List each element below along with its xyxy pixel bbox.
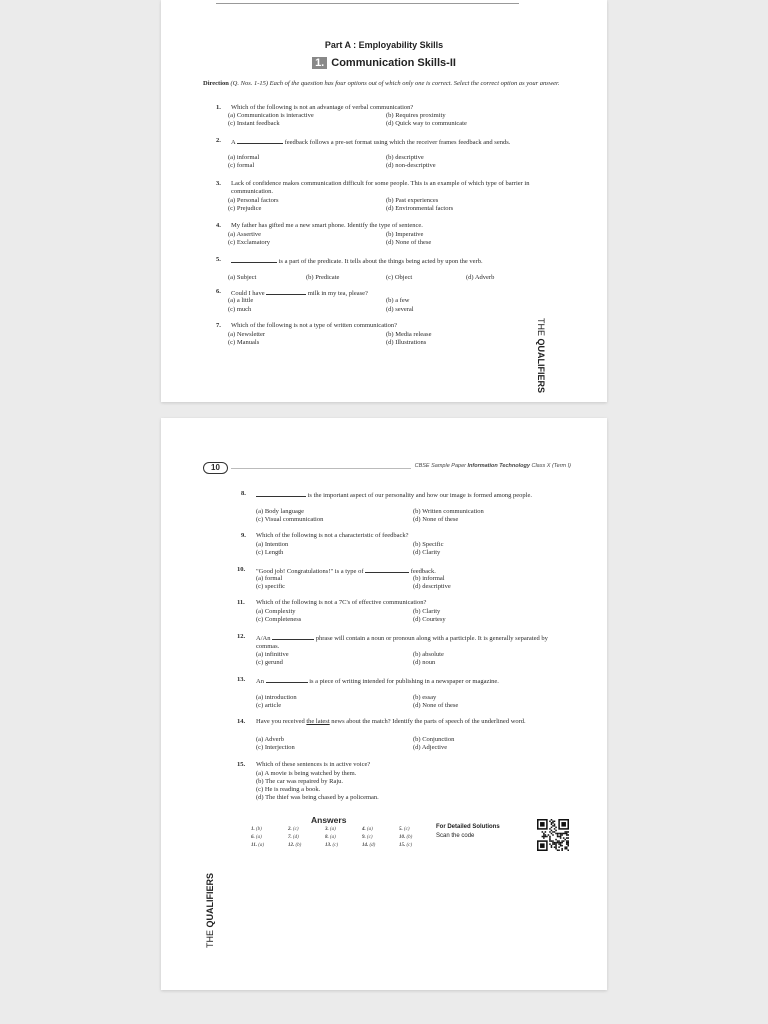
option-c: (c) Manuals (228, 339, 260, 346)
answer-blank (231, 256, 277, 263)
question-number: 14. (237, 718, 246, 725)
question-number: 12. (237, 633, 246, 640)
question-number: 1. (216, 104, 221, 111)
page-number: 10 (203, 462, 228, 474)
answer-number: 3. (325, 827, 329, 832)
answer-item (325, 827, 336, 832)
option-d: (d) Adjective (413, 744, 448, 751)
answer-item (399, 835, 412, 840)
question-number: 10. (237, 566, 246, 573)
question-stem: Which of the following is not a characteristic of feedback? (256, 532, 409, 539)
stem-post: is the important aspect of our personality and how our image is formed among people. (307, 492, 532, 499)
brand-light: THE (536, 318, 546, 339)
option-c: (c) specific (256, 583, 286, 590)
question-15 (237, 761, 571, 807)
answer-item (251, 843, 264, 848)
option-a: (a) Adverb (256, 736, 284, 743)
question-number: 2. (216, 137, 221, 144)
option-c: (c) gerund (256, 659, 283, 666)
answer-blank (266, 676, 308, 683)
question-6 (216, 288, 556, 316)
answer-item (251, 827, 262, 832)
chapter-title (161, 57, 607, 69)
option-d: (d) The thief was being chased by a policeman. (256, 794, 379, 801)
option-a: (a) Subject (228, 274, 257, 281)
answer-value: (a) (330, 827, 336, 832)
question-13 (237, 676, 571, 714)
question-10 (237, 566, 571, 594)
brand-bold: QUALIFIERS (536, 338, 546, 394)
option-b: (b) absolute (413, 651, 444, 658)
answers-title: Answers (311, 815, 347, 825)
option-c: (c) He is reading a book. (256, 786, 321, 793)
detailed-solutions (436, 823, 500, 841)
direction-text: (Q. Nos. 1-15) Each of the question has four options out of which only one is correct. Select the correct option as your answer. (230, 80, 560, 87)
stem-post: is a piece of writing intended for publishing in a newspaper or magazine. (309, 678, 499, 685)
question-stem: Which of the following is not a 7C's of effective communication? (256, 599, 427, 606)
answer-value: (c) (293, 827, 299, 832)
question-stem: Lack of confidence makes communication difficult for some people. This is an example of which type of barrier in communication. (231, 180, 530, 195)
option-c: (c) Visual communication (256, 516, 324, 523)
option-d: (d) Courtesy (413, 616, 446, 623)
brand-bold: QUALIFIERS (205, 872, 215, 928)
answer-number: 5. (399, 827, 403, 832)
option-a: (a) introduction (256, 694, 297, 701)
answer-number: 1. (251, 827, 255, 832)
question-7 (216, 322, 556, 350)
option-d: (d) Clarity (413, 549, 441, 556)
running-head-pre: CBSE Sample Paper (414, 463, 468, 469)
option-b: (b) a few (386, 297, 410, 304)
option-d: (d) descriptive (413, 583, 451, 590)
option-b: (b) Clarity (413, 608, 441, 615)
question-number: 4. (216, 222, 221, 229)
option-a: (a) a little (228, 297, 254, 304)
question-3 (216, 180, 546, 218)
answer-value: (d) (369, 843, 376, 848)
question-14 (237, 718, 571, 756)
option-b: (b) Conjunction (413, 736, 455, 743)
stem-post: milk in my tea, please? (307, 290, 368, 297)
option-b: (b) Written communication (413, 508, 484, 515)
running-head (411, 463, 571, 469)
answer-value: (b) (295, 843, 302, 848)
stem-post: is a part of the predicate. It tells about the things being acted by upon the verb. (278, 258, 483, 265)
question-11 (237, 599, 571, 627)
answer-item (362, 827, 373, 832)
chapter-number: 1. (312, 57, 327, 69)
question-5 (216, 256, 541, 284)
option-d: (d) Illustrations (386, 339, 427, 346)
stem-pre: A/An (256, 635, 271, 642)
detail-heading: For Detailed Solutions (436, 824, 500, 830)
question-2 (216, 137, 541, 175)
side-brand (205, 873, 215, 948)
question-number: 6. (216, 288, 221, 295)
option-c: (c) Length (256, 549, 284, 556)
answer-value: (a) (258, 843, 265, 848)
answer-value: (c) (367, 835, 373, 840)
option-b: (b) Media release (386, 331, 432, 338)
option-a: (a) Body language (256, 508, 305, 515)
stem-post: feedback follows a pre-set format using which the receiver frames feedback and sends. (284, 139, 511, 146)
answer-number: 2. (288, 827, 292, 832)
answer-blank (237, 137, 283, 144)
option-a: (a) infinitive (256, 651, 289, 658)
question-number: 15. (237, 761, 246, 768)
option-c: (c) Exclamatory (228, 239, 271, 246)
stem-pre: Have you received (256, 718, 307, 725)
option-c: (c) much (228, 306, 252, 313)
answer-item (325, 835, 336, 840)
option-b: (b) The car was repaired by Raju. (256, 778, 344, 785)
answer-value: (c) (332, 843, 339, 848)
top-rule (216, 3, 519, 4)
answer-item (362, 835, 373, 840)
answer-blank (266, 288, 306, 295)
answer-value: (b) (256, 827, 262, 832)
question-stem: Which of the following is not an advantage of verbal communication? (231, 104, 414, 111)
option-a: (a) Assertive (228, 231, 262, 238)
answer-number: 8. (325, 835, 329, 840)
answer-value: (a) (367, 827, 373, 832)
option-d: (d) None of these (386, 239, 432, 246)
option-b: (b) Imperative (386, 231, 424, 238)
underlined-word: the latest (306, 718, 330, 725)
directions (203, 80, 573, 88)
option-a: (a) A movie is being watched by them. (256, 770, 357, 777)
option-b: (b) Requires proximity (386, 112, 446, 119)
detail-sub: Scan the code (436, 833, 475, 839)
option-c: (c) Instant feedback (228, 120, 280, 127)
answer-value: (b) (406, 835, 413, 840)
answer-blank (272, 633, 314, 640)
option-b: (b) Specific (413, 541, 444, 548)
answer-blank (365, 566, 409, 573)
answer-item (399, 843, 412, 848)
answer-value: (a) (330, 835, 336, 840)
answer-number: 4. (362, 827, 366, 832)
option-c: (c) Interjection (256, 744, 295, 751)
option-c: (c) Object (386, 274, 413, 281)
option-d: (d) non-descriptive (386, 162, 436, 169)
stem-post: feedback. (410, 568, 436, 575)
answer-number: 6. (251, 835, 255, 840)
answer-number: 12. (288, 843, 295, 848)
answer-number: 13. (325, 843, 332, 848)
answer-item (325, 843, 338, 848)
question-number: 5. (216, 256, 221, 263)
option-a: (a) informal (228, 154, 260, 161)
answer-number: 14. (362, 843, 369, 848)
option-d: (d) Quick way to communicate (386, 120, 467, 127)
stem-pre: "Good job! Congratulations!" is a type of (256, 568, 364, 575)
question-number: 3. (216, 180, 221, 187)
option-b: (b) Predicate (306, 274, 340, 281)
answer-value: (c) (404, 827, 410, 832)
option-c: (c) formal (228, 162, 255, 169)
part-title: Part A : Employability Skills (324, 40, 444, 50)
answer-number: 7. (288, 835, 292, 840)
side-brand (536, 318, 546, 393)
option-b: (b) essay (413, 694, 437, 701)
option-b: (b) Past experiences (386, 197, 439, 204)
direction-label: Direction (203, 80, 229, 87)
stem-post: news about the match? Identify the parts of speech of the underlined word. (329, 718, 526, 725)
option-d: (d) Environmental factors (386, 205, 454, 212)
answer-item (362, 843, 375, 848)
answer-number: 11. (251, 843, 257, 848)
page-1 (161, 0, 607, 402)
question-stem: My father has gifted me a new smart phone. Identify the type of sentence. (231, 222, 423, 229)
question-number: 13. (237, 676, 246, 683)
option-d: (d) None of these (413, 516, 459, 523)
question-9 (241, 532, 571, 560)
question-number: 11. (237, 599, 245, 606)
answer-number: 15. (399, 843, 406, 848)
option-a: (a) Personal factors (228, 197, 279, 204)
answer-item (399, 827, 410, 832)
answer-value: (c) (406, 843, 413, 848)
answer-item (288, 835, 299, 840)
option-c: (c) article (256, 702, 282, 709)
stem-pre: An (256, 678, 264, 685)
option-d: (d) None of these (413, 702, 459, 709)
qr-code-icon[interactable] (537, 819, 569, 851)
question-number: 7. (216, 322, 221, 329)
question-1 (216, 104, 556, 132)
option-a: (a) Complexity (256, 608, 296, 615)
stem-pre: A (231, 139, 236, 146)
running-head-subject: Information Technology (467, 463, 530, 469)
question-stem: Which of these sentences is in active voice? (256, 761, 371, 768)
option-d: (d) noun (413, 659, 436, 666)
answer-number: 9. (362, 835, 366, 840)
question-stem: Which of the following is not a type of written communication? (231, 322, 398, 329)
page-2 (161, 418, 607, 990)
answer-item (288, 843, 301, 848)
answer-value: (d) (293, 835, 299, 840)
question-number: 9. (241, 532, 246, 539)
question-number: 8. (241, 490, 246, 497)
option-a: (a) Communication is interactive (228, 112, 314, 119)
stem-post: phrase will contain a noun or pronoun along with a participle. It is generally separated by commas. (256, 635, 548, 650)
answer-item (288, 827, 299, 832)
option-d: (d) Adverb (466, 274, 495, 281)
option-b: (b) descriptive (386, 154, 424, 161)
option-a: (a) Newsletter (228, 331, 265, 338)
answer-item (251, 835, 262, 840)
answer-number: 10. (399, 835, 406, 840)
answer-blank (256, 490, 306, 497)
brand-light: THE (205, 927, 215, 948)
chapter-title-text: Communication Skills-II (331, 57, 456, 69)
question-8 (241, 490, 571, 528)
option-a: (a) formal (256, 575, 283, 582)
stem-pre: Could I have (231, 290, 265, 297)
option-b: (b) informal (413, 575, 445, 582)
option-a: (a) Intention (256, 541, 289, 548)
question-12 (237, 633, 571, 671)
answer-value: (a) (256, 835, 262, 840)
option-d: (d) several (386, 306, 414, 313)
option-c: (c) Prejudice (228, 205, 262, 212)
option-c: (c) Completeness (256, 616, 302, 623)
question-4 (216, 222, 556, 250)
running-head-post: Class X (Term I) (529, 463, 571, 469)
